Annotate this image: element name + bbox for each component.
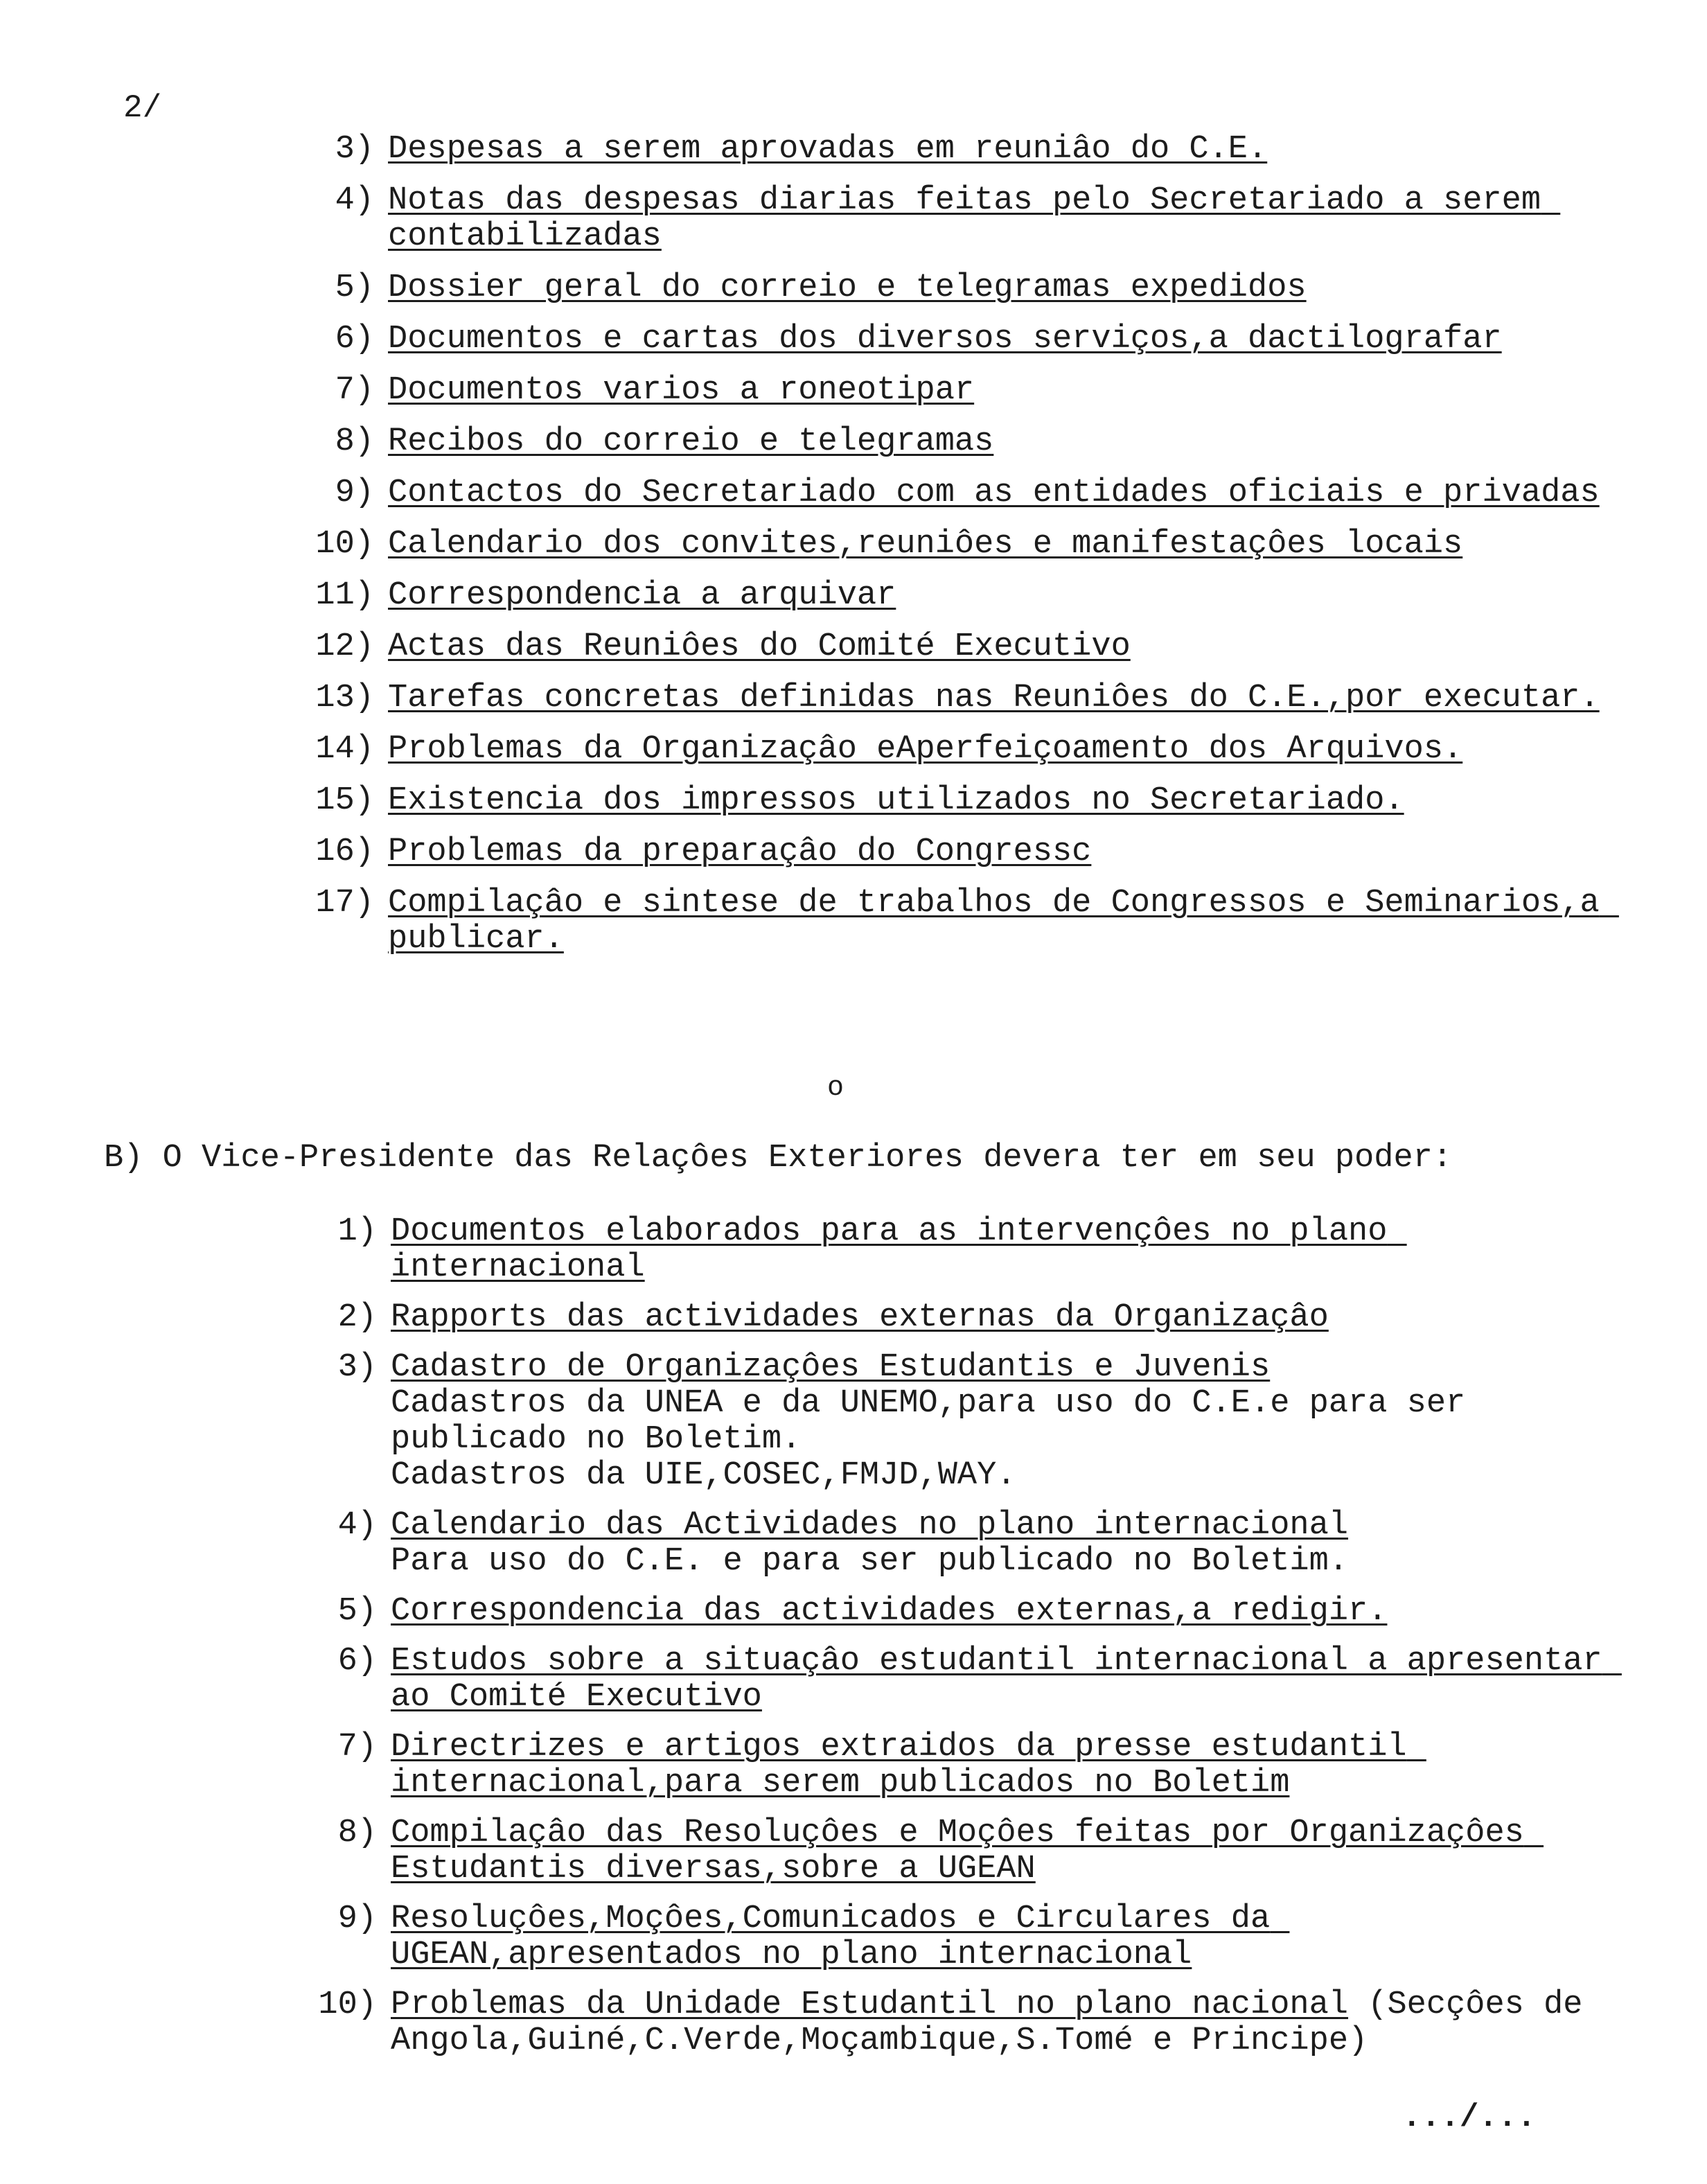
list-item [280,1300,1638,1336]
list-item [277,322,1621,358]
list-item [277,886,1621,958]
item-text: Compilaçâo das Resoluçôes e Moçôes feitas por Organizaçôes Estudantis diversas,sobre a UGEAN [391,1815,1544,1887]
list-item [277,680,1621,716]
item-number: 9) [337,1901,377,1937]
item-text: Tarefas concretas definidas nas Reuniôes do C.E.,por executar. [388,680,1600,716]
item-text: Problemas da Unidade Estudantil no plano nacional [391,1987,1349,2023]
vice-president-document-list [280,1214,1638,2073]
list-item [277,732,1621,768]
item-note: Cadastros da UNEA e da UNEMO,para uso do C.E.e para ser publicado no Boletim. Cadastros da UIE,COSEC,FMJD,WAY. [391,1385,1466,1494]
list-item [280,1350,1638,1494]
item-number: 3) [335,131,374,168]
item-text: Despesas a serem aprovadas em reuniâo do C.E. [388,131,1268,168]
item-text: Contactos do Secretariado com as entidades oficiais e privadas [388,475,1600,511]
list-item [277,629,1621,665]
item-text: Problemas da Organizaçâo eAperfeiçoamento dos Arquivos. [388,731,1463,768]
item-text: Compilaçâo e sintese de trabalhos de Congressos e Seminarios,a publicar. [388,885,1619,958]
item-number: 6) [335,321,374,358]
list-item [277,834,1621,870]
item-number: 5) [337,1593,377,1630]
item-number: 9) [335,475,374,511]
item-number: 1) [337,1213,377,1250]
list-item [277,578,1621,614]
secretariat-document-list [277,132,1621,973]
item-number: 12) [315,628,374,665]
item-number: 7) [335,372,374,409]
list-item [280,1508,1638,1580]
item-number: 8) [337,1815,377,1851]
item-text: Documentos elaborados para as intervençôes no plano internacional [391,1213,1407,1286]
item-number: 14) [315,731,374,768]
item-text: Calendario dos convites,reuniôes e manifestaçôes locais [388,526,1463,563]
item-text: Cadastro de Organizaçôes Estudantis e Juvenis [391,1349,1271,1386]
list-item [280,1644,1638,1716]
list-item [280,1815,1638,1887]
list-item [280,1214,1638,1286]
item-text: Documentos varios a roneotipar [388,372,975,409]
item-text: Documentos e cartas dos diversos serviços,a dactilografar [388,321,1502,358]
list-item [277,783,1621,819]
item-text: Directrizes e artigos extraidos da presse estudantil internacional,para serem publicados no Boletim [391,1729,1426,1802]
item-text: Correspondencia das actividades externas,a redigir. [391,1593,1388,1630]
item-text: Correspondencia a arquivar [388,577,896,614]
item-text: Rapports das actividades externas da Organizaçâo [391,1299,1329,1336]
item-note: (Secçôes de Angola,Guiné,C.Verde,Moçambique,S.Tomé e Principe) [391,1987,1602,2059]
item-text: Notas das despesas diarias feitas pelo Secretariado a serem contabilizadas [388,182,1561,255]
item-number: 8) [335,423,374,460]
item-text: Recibos do correio e telegramas [388,423,994,460]
list-item [277,527,1621,563]
list-item [277,132,1621,168]
list-item [280,1901,1638,1973]
list-item [277,270,1621,306]
item-text: Resoluçôes,Moçôes,Comunicados e Circulares da UGEAN,apresentados no plano internacional [391,1901,1290,1973]
section-b-intro: B) O Vice-Presidente das Relaçôes Exteriores devera ter em seu poder: [104,1140,1453,1177]
list-item [277,475,1621,511]
item-text: Estudos sobre a situaçâo estudantil internacional a apresentar ao Comité Executivo [391,1643,1622,1716]
page-number: 2/ [123,90,162,126]
item-number: 11) [315,577,374,614]
item-number: 6) [337,1643,377,1680]
item-text: Problemas da preparaçâo do Congressc [388,834,1092,870]
item-number: 5) [335,270,374,306]
list-item [277,424,1621,460]
item-number: 13) [315,680,374,716]
continuation-mark: .../... [1402,2099,1537,2135]
list-item [280,1729,1638,1802]
item-number: 7) [337,1729,377,1765]
item-number: 15) [315,782,374,819]
item-number: 2) [337,1299,377,1336]
item-number: 4) [335,182,374,219]
item-number: 10) [315,526,374,563]
section-separator: o [827,1073,844,1104]
item-note: Para uso do C.E. e para ser publicado no Boletim. [391,1543,1349,1580]
item-text: Calendario das Actividades no plano internacional [391,1507,1349,1544]
item-number: 16) [315,834,374,870]
item-text: Existencia dos impressos utilizados no Secretariado. [388,782,1404,819]
item-number: 3) [337,1349,377,1386]
list-item [277,183,1621,255]
item-text: Dossier geral do correio e telegramas expedidos [388,270,1307,306]
item-text: Actas das Reuniôes do Comité Executivo [388,628,1131,665]
list-item [280,1594,1638,1630]
list-item [277,373,1621,409]
list-item [280,1987,1638,2059]
item-number: 17) [315,885,374,922]
item-number: 4) [337,1507,377,1544]
item-number: 10) [318,1987,377,2023]
